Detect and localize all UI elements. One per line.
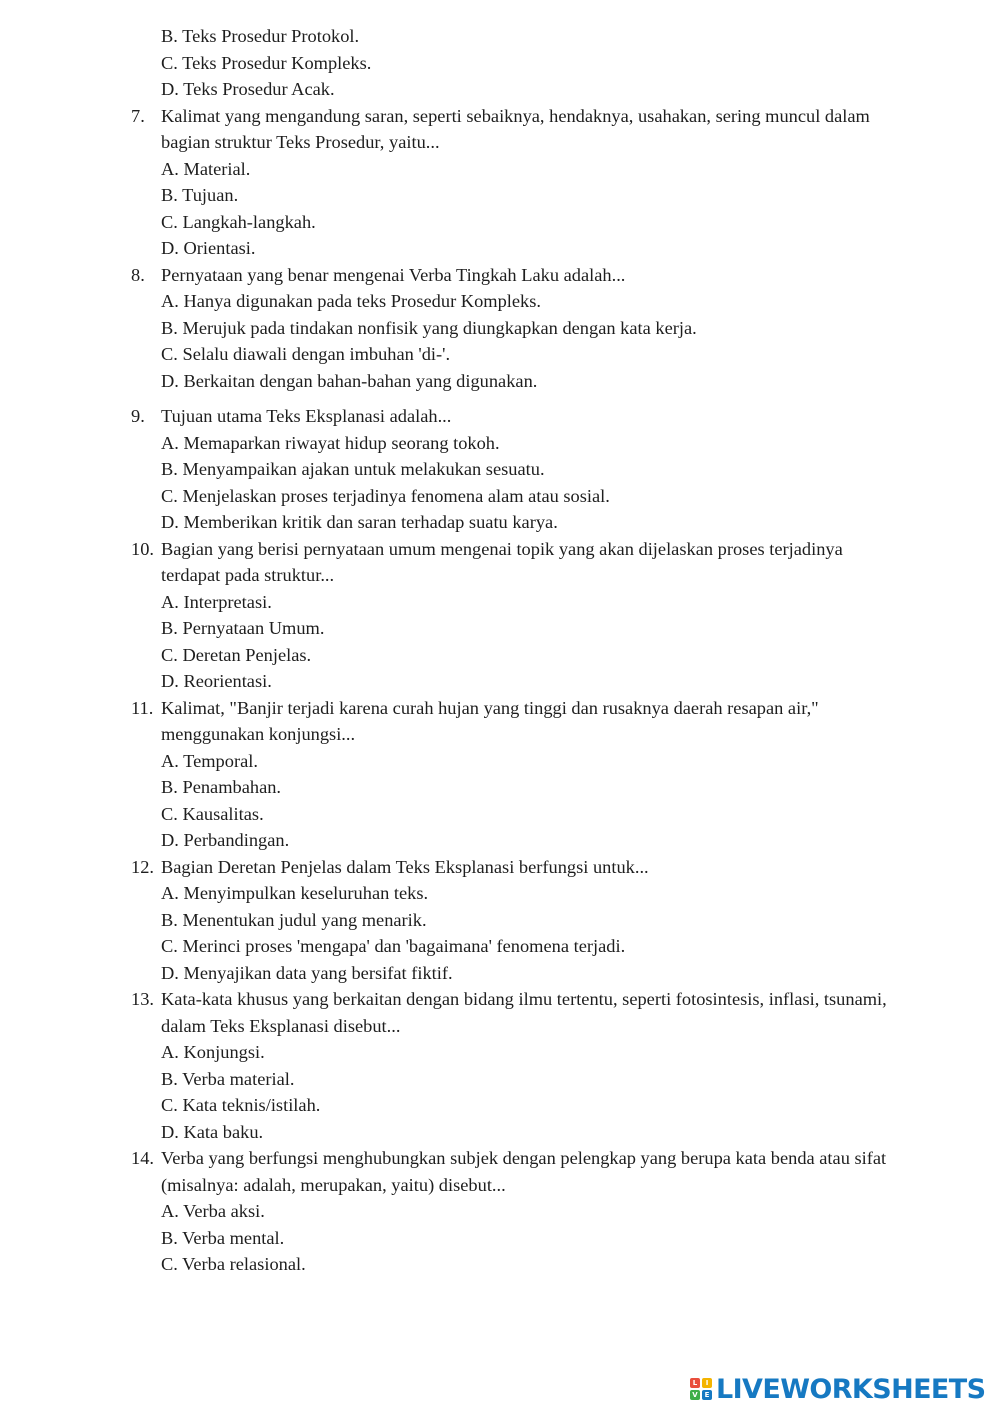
logo-tile-v: V [690,1390,700,1400]
option-line: A. Interpretasi. [161,591,272,612]
option-line: C. Selalu diawali dengan imbuhan 'di-'. [161,344,451,364]
question-stem: dalam Teks Eksplanasi disebut... [161,1015,401,1036]
option-line: C. Verba relasional. [161,1254,306,1274]
option-line: A. Memaparkan riwayat hidup seorang tokoh. [161,432,500,453]
question-number: 7. [131,105,145,126]
question-number: 14. [131,1148,154,1168]
option-line: A. Verba aksi. [161,1201,265,1221]
option-line: C. Kausalitas. [161,803,264,824]
question-number: 10. [131,538,154,559]
question-stem: 12. Bagian Deretan Penjelas dalam Teks Eksplanasi berfungsi untuk... [0,854,999,881]
question-number: 8. [131,264,145,285]
option-line: B. Menentukan judul yang menarik. [161,909,427,930]
logo-tile-l: L [690,1378,700,1388]
option-line: B. Menyampaikan ajakan untuk melakukan sesuatu. [161,459,545,479]
question-stem: bagian struktur Teks Prosedur, yaitu... [161,132,440,152]
option-line: A. Material. [161,158,251,179]
question-number: 13. [131,989,154,1009]
option-line: B. Teks Prosedur Protokol. [161,26,360,46]
option-line: D. Menyajikan data yang bersifat fiktif. [161,962,453,983]
question-stem: 7. Kalimat yang mengandung saran, seperti sebaiknya, hendaknya, usahakan, sering muncul dalam [0,103,999,130]
option-line: D. Orientasi. [161,238,256,258]
question-stem: 8. Pernyataan yang benar mengenai Verba Tingkah Laku adalah... [0,262,999,289]
question-stem: menggunakan konjungsi... [161,724,356,744]
option-line: D. Kata baku. [161,1121,264,1142]
option-line: B. Pernyataan Umum. [161,618,325,638]
option-line: A. Konjungsi. [161,1042,265,1062]
option-line: C. Langkah-langkah. [161,211,316,232]
question-stem: 11. Kalimat, "Banjir terjadi karena curah hujan yang tinggi dan rusaknya daerah resapan air," [0,695,999,722]
option-line: D. Teks Prosedur Acak. [161,79,335,99]
logo-tile-i: I [702,1378,712,1388]
question-number: 11. [131,697,154,718]
option-line: A. Temporal. [161,750,258,771]
liveworksheets-logo [690,1371,985,1407]
question-stem: 13. Kata-kata khusus yang berkaitan dengan bidang ilmu tertentu, seperti fotosintesis, inflasi, tsunami, [0,986,999,1013]
option-line: B. Penambahan. [161,777,282,797]
option-line: D. Reorientasi. [161,671,272,691]
option-line: C. Teks Prosedur Kompleks. [161,52,372,73]
option-line: B. Verba mental. [161,1227,285,1248]
question-stem: terdapat pada struktur... [161,565,335,585]
question-stem: 9. Tujuan utama Teks Eksplanasi adalah... [0,403,999,430]
option-line: C. Menjelaskan proses terjadinya fenomena alam atau sosial. [161,485,610,506]
option-line: A. Hanya digunakan pada teks Prosedur Kompleks. [161,291,541,311]
option-line: B. Merujuk pada tindakan nonfisik yang diungkapkan dengan kata kerja. [161,317,697,338]
question-stem: 14. Verba yang berfungsi menghubungkan subjek dengan pelengkap yang berupa kata benda atau sifat [0,1145,999,1172]
option-line: D. Perbandingan. [161,830,290,850]
option-line: D. Berkaitan dengan bahan-bahan yang digunakan. [161,370,538,391]
option-line: D. Memberikan kritik dan saran terhadap suatu karya. [161,512,558,532]
worksheet-page [0,23,999,1278]
option-line: C. Kata teknis/istilah. [161,1095,321,1115]
option-line: C. Deretan Penjelas. [161,644,312,665]
option-line: A. Menyimpulkan keseluruhan teks. [161,883,429,903]
liveworksheets-logo-icon [690,1378,712,1400]
question-number: 12. [131,856,154,877]
option-line: B. Verba material. [161,1068,295,1089]
question-stem: 10. Bagian yang berisi pernyataan umum mengenai topik yang akan dijelaskan proses terjadinya [0,536,999,563]
question-number: 9. [131,406,145,426]
question-stem: (misalnya: adalah, merupakan, yaitu) disebut... [161,1174,506,1195]
option-line: C. Merinci proses 'mengapa' dan 'bagaimana' fenomena terjadi. [161,936,626,956]
logo-tile-e: E [702,1390,712,1400]
liveworksheets-logo-text: LIVEWORKSHEETS [716,1373,986,1405]
option-line: B. Tujuan. [161,185,239,205]
